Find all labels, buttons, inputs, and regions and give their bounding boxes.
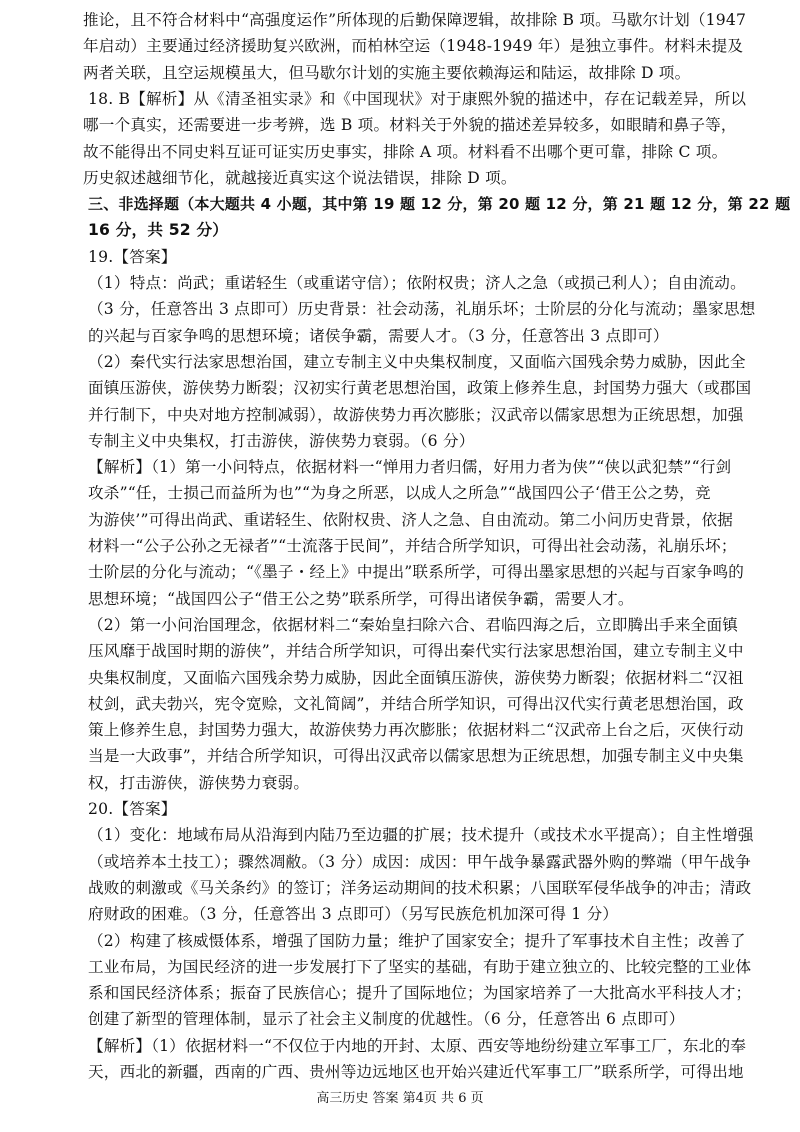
text-line: 面镇压游侠，游侠势力断裂；汉初实行黄老思想治国，政策上修养生息，封国势力强大（或郡国	[88, 379, 752, 398]
text-line: 权，打击游侠，游侠势力衰弱。	[88, 773, 310, 792]
section-heading: 三、非选择题（本大题共 4 小题，其中第 19 题 12 分，第 20 题 12 分，第 21 题 12 分，第 22 题	[88, 195, 791, 214]
text-line: 创建了新型的管理体制，显示了社会主义制度的优越性。（6 分，任意答出 6 点即可）	[88, 1010, 685, 1029]
section-heading-cont: 16 分，共 52 分）	[88, 221, 229, 240]
text-line: 18. B【解析】从《清圣祖实录》和《中国现状》对于康熙外貌的描述中，存在记载差异，所以	[88, 89, 747, 108]
text-line: 天，西北的新疆，西南的广西、贵州等边远地区也开始兴建近代军事工厂”联系所学，可得出地	[88, 1063, 744, 1081]
text-line: （2）第一小问治国理念，依据材料二“秦始皇扫除六合、君临四海之后，立即腾出手来全面镇	[88, 615, 739, 634]
text-line: 攻杀”“任，士损己而益所为也”“为身之所恶，以成人之所急”“战国四公子‘借王公之势，竞	[88, 484, 711, 503]
text-line: 专制主义中央集权，打击游侠，游侠势力衰弱。（6 分）	[88, 431, 475, 450]
question-label: 20.【答案】	[88, 800, 177, 818]
text-line: 战败的刺激或《马关条约》的签订；洋务运动期间的技术积累；八国联军侵华战争的冲击；清政	[88, 878, 752, 897]
text-line: 策上修养生息，封国势力强大，故游侠势力再次膨胀；依据材料二“汉武帝上台之后，灭侠行动	[88, 721, 744, 740]
text-line: （1）变化：地域布局从沿海到内陆乃至边疆的扩展；技术提升（或技术水平提高）；自主性增强	[88, 826, 754, 845]
text-line: 两者关联，且空运规模虽大，但马歇尔计划的实施主要依赖海运和陆运，故排除 D 项。	[83, 63, 691, 82]
text-line: （2）秦代实行法家思想治国，建立专制主义中央集权制度，又面临六国残余势力威胁，因此全	[88, 352, 746, 371]
text-line: 材料一“公子公孙之无禄者”“士流落于民间”，并结合所学知识，可得出社会动荡，礼崩乐坏；	[88, 537, 737, 555]
text-line: （1）特点：尚武；重诺轻生（或重诺守信）；依附权贵；济人之急（或损己利人）；自由流动。	[88, 274, 746, 292]
text-line: 【解析】（1）第一小问特点，依据材料一“惮用力者归儒，好用力者为侠”“侠以武犯禁”“行剑	[88, 458, 732, 477]
text-line: 系和国民经济体系；振奋了民族信心；提升了国际地位；为国家培养了一大批高水平科技人才；	[88, 984, 752, 1003]
text-line: 士阶层的分化与流动；“《墨子・经上》中提出”联系所学，可得出墨家思想的兴起与百家争鸣的	[88, 563, 745, 582]
text-line: 当是一大政事”，并结合所学知识，可得出汉武帝以儒家思想为正统思想，加强专制主义中央集	[88, 747, 744, 766]
text-line: 哪一个真实，还需要进一步考辨，选 B 项。材料关于外貌的描述差异较多，如眼睛和鼻子等，	[83, 116, 737, 135]
text-line: 故不能得出不同史料互证可证实历史事实，排除 A 项。材料看不出哪个更可靠，排除 C 项。	[83, 142, 728, 161]
text-line: （3 分，任意答出 3 点即可）历史背景：社会动荡，礼崩乐坏；士阶层的分化与流动；墨家思想	[88, 300, 756, 319]
text-line: 杖剑，武夫勃兴，宪令宽赊，文礼简阔”，并结合所学知识，可得出汉代实行黄老思想治国，政	[88, 694, 744, 713]
text-line: 年启动）主要通过经济援助复兴欧洲，而柏林空运（1948-1949 年）是独立事件。材料未提及	[83, 37, 744, 56]
text-line: 府财政的困难。（3 分，任意答出 3 点即可）（另写民族危机加深可得 1 分）	[88, 905, 619, 924]
text-line: 工业布局，为国民经济的进一步发展打下了坚实的基础，有助于建立独立的、比较完整的工业体	[88, 957, 752, 976]
text-line: （2）构建了核威慑体系，增强了国防力量；维护了国家安全；提升了军事技术自主性；改善了	[88, 931, 746, 950]
text-line: 推论，且不符合材料中“高强度运作”所体现的后勤保障逻辑，故排除 B 项。马歇尔计划（1947	[83, 11, 747, 29]
text-line: 为游侠’”可得出尚武、重诺轻生、依附权贵、济人之急、自由流动。第二小问历史背景，依据	[88, 510, 734, 529]
text-line: 央集权制度，又面临六国残余势力威胁，因此全面镇压游侠，游侠势力断裂；依据材料二“汉祖	[88, 668, 744, 687]
text-line: 历史叙述越细节化，就越接近真实这个说法错误，排除 D 项。	[83, 168, 517, 187]
text-line: 并行制下，中央对地方控制减弱），故游侠势力再次膨胀；汉武帝以儒家思想为正统思想，加强	[88, 405, 744, 424]
question-label: 19.【答案】	[88, 247, 177, 266]
text-line: （或培养本土技工）；骤然凋敝。（3 分）成因：成因：甲午战争暴露武器外购的弊端（甲午战争	[88, 852, 752, 871]
page-footer: 高三历史 答案 第4页 共 6 页	[316, 1091, 484, 1106]
text-line: 压风靡于战国时期的游侠”，并结合所学知识，可得出秦代实行法家思想治国，建立专制主义中	[88, 642, 744, 661]
text-line: 的兴起与百家争鸣的思想环境；诸侯争霸，需要人才。（3 分，任意答出 3 点即可）	[88, 326, 669, 345]
text-line: 思想环境；“战国四公子“借王公之势”联系所学，可得出诸侯争霸，需要人才。	[88, 589, 634, 608]
text-line: 【解析】（1）依据材料一“不仅位于内地的开封、太原、西安等地纷纷建立军事工厂，东北的奉	[88, 1036, 747, 1055]
